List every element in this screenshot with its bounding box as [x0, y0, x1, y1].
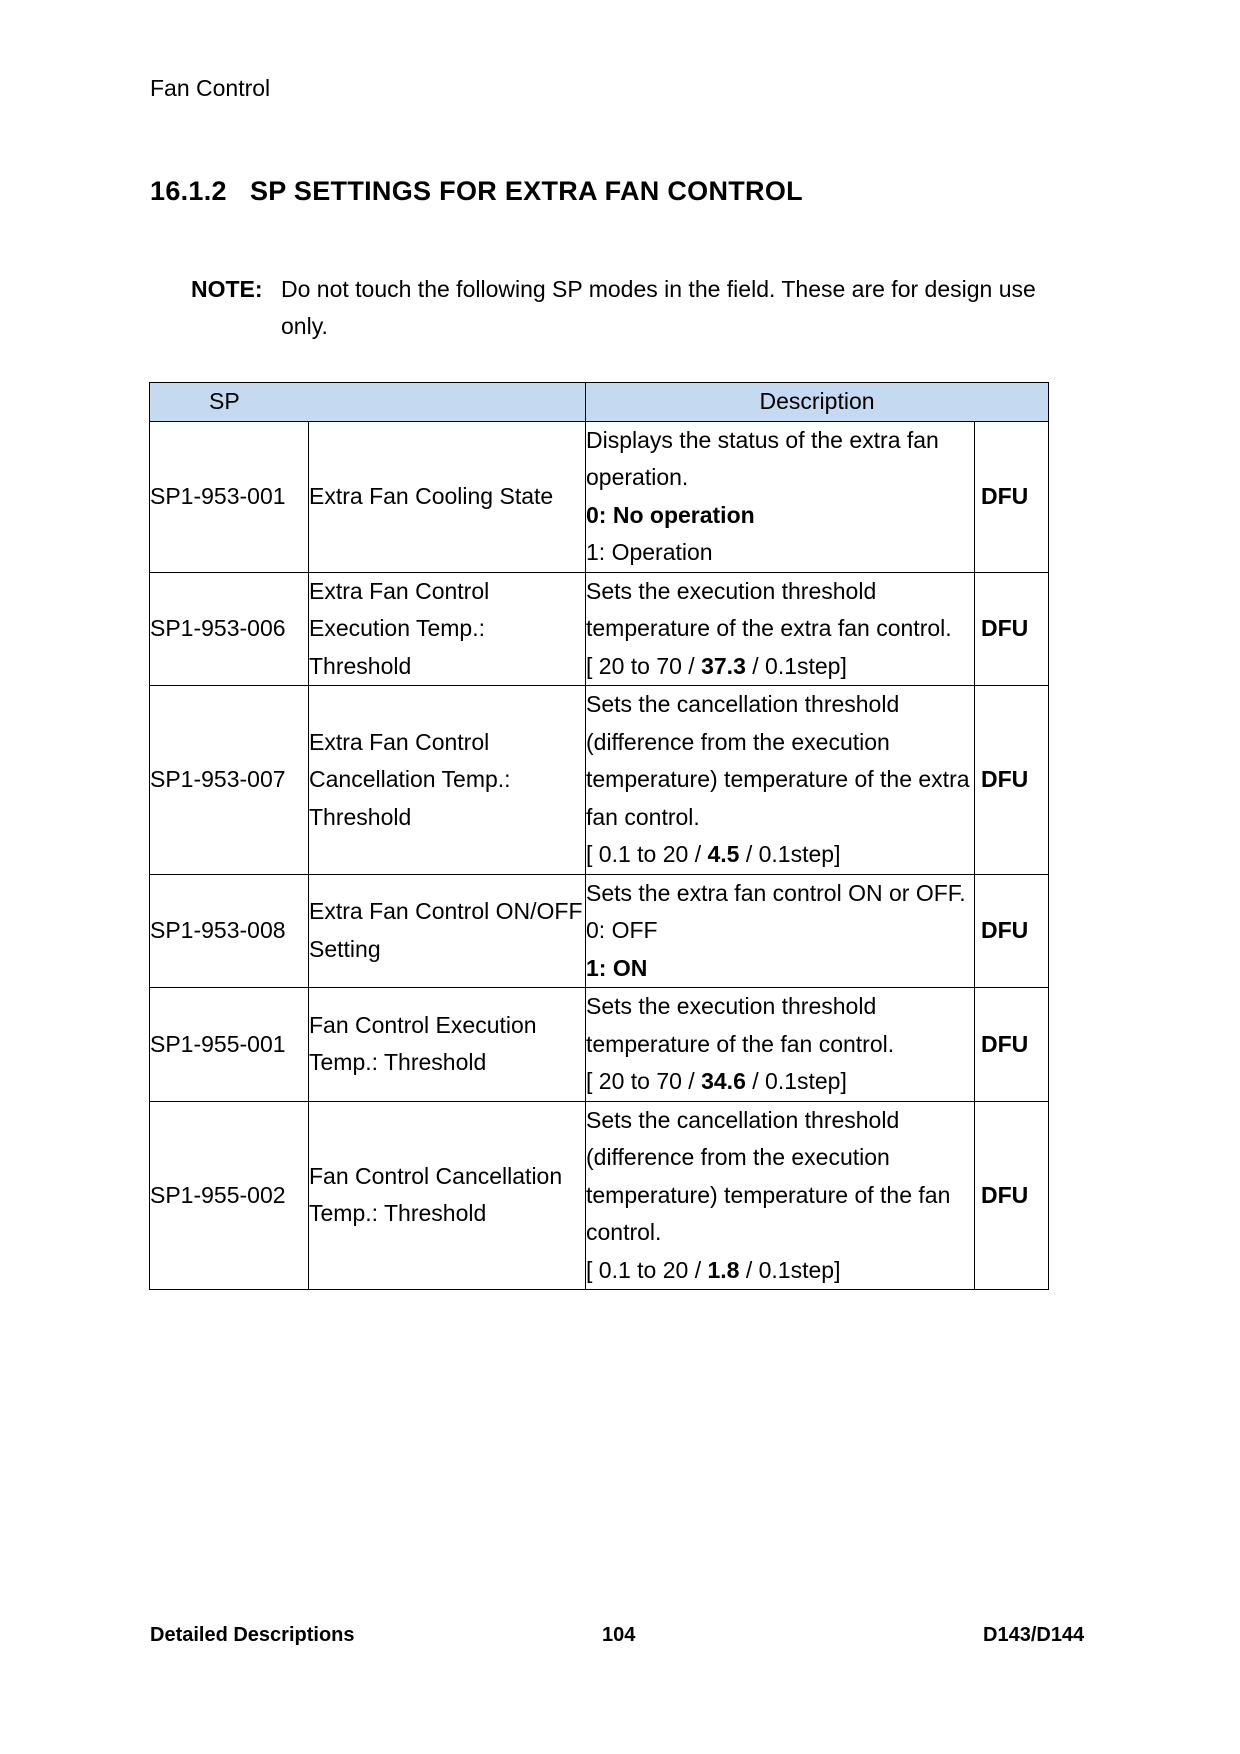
description-text-suffix: / 0.1step]	[739, 1256, 841, 1283]
description-line	[586, 648, 974, 686]
description-line	[586, 1102, 974, 1252]
description-line	[586, 497, 974, 535]
description-line	[586, 988, 974, 1063]
table-body	[150, 421, 1049, 1290]
description-line	[586, 1252, 974, 1290]
table-row	[150, 572, 1049, 686]
description-cell	[586, 1101, 975, 1290]
description-text: [ 20 to 70 /	[586, 652, 702, 679]
sp-code-cell: SP1-953-006	[150, 572, 309, 686]
description-text: [ 0.1 to 20 /	[586, 1256, 708, 1283]
note	[191, 271, 1071, 345]
sp-name-cell: Extra Fan Control ON/OFF Setting	[309, 874, 586, 988]
default-value: 4.5	[707, 841, 740, 867]
running-head: Fan Control	[150, 75, 271, 101]
sp-name-cell: Fan Control Execution Temp.: Threshold	[309, 988, 586, 1102]
description-cell	[586, 988, 975, 1102]
description-cell	[586, 686, 975, 875]
description-cell	[586, 421, 975, 572]
section-heading: SP SETTINGS FOR EXTRA FAN CONTROL	[250, 176, 803, 206]
description-text: [ 0.1 to 20 /	[586, 841, 708, 867]
sp-name-cell: Extra Fan Control Cancellation Temp.: Threshold	[309, 686, 586, 875]
column-header-sp: SP	[150, 383, 586, 422]
description-line	[586, 912, 974, 950]
dfu-flag-cell: DFU	[975, 421, 1049, 572]
description-text: Sets the execution threshold temperature of the extra fan control.	[586, 577, 952, 641]
description-line	[586, 573, 974, 648]
description-text: 1: Operation	[586, 539, 713, 565]
description-text: Sets the extra fan control ON or OFF.	[586, 879, 966, 906]
table-row	[150, 686, 1049, 875]
description-line	[586, 534, 974, 572]
footer-page-number: 104	[602, 1624, 636, 1646]
description-cell	[586, 874, 975, 988]
description-text-suffix: / 0.1step]	[739, 841, 841, 867]
sp-name-cell: Extra Fan Control Execution Temp.: Threshold	[309, 572, 586, 686]
sp-code-cell: SP1-953-007	[150, 686, 309, 875]
column-header-description: Description	[586, 383, 1049, 422]
dfu-flag-cell: DFU	[975, 874, 1049, 988]
description-line	[586, 875, 974, 913]
sp-code-cell: SP1-955-002	[150, 1101, 309, 1290]
footer-model-code: D143/D144	[983, 1624, 1085, 1646]
table-row	[150, 421, 1049, 572]
sp-code-cell: SP1-953-001	[150, 421, 309, 572]
table-row	[150, 988, 1049, 1102]
sp-code-cell: SP1-953-008	[150, 874, 309, 988]
description-line	[586, 686, 974, 836]
description-text: Sets the cancellation threshold (difference from the execution temperature) temperature of the fan control.	[586, 1106, 951, 1245]
sp-name-cell: Extra Fan Cooling State	[309, 421, 586, 572]
dfu-flag-cell: DFU	[975, 686, 1049, 875]
description-text: Displays the status of the extra fan operation.	[586, 426, 939, 490]
description-line	[586, 1063, 974, 1101]
description-text: Sets the execution threshold temperature of the fan control.	[586, 993, 895, 1057]
note-label: NOTE:	[191, 276, 263, 302]
section-title	[150, 176, 803, 207]
section-number: 16.1.2	[150, 176, 227, 206]
table-row	[150, 874, 1049, 988]
description-text: 0: OFF	[586, 917, 658, 943]
description-text: Sets the cancellation threshold (difference from the execution temperature) temperature of the extra fan control.	[586, 691, 970, 830]
dfu-flag-cell: DFU	[975, 988, 1049, 1102]
footer-section-name: Detailed Descriptions	[150, 1624, 355, 1646]
default-value: 1.8	[707, 1256, 740, 1283]
sp-code-cell: SP1-955-001	[150, 988, 309, 1102]
sp-name-cell: Fan Control Cancellation Temp.: Threshold	[309, 1101, 586, 1290]
default-value: 34.6	[701, 1068, 746, 1094]
sp-settings-table	[149, 382, 1049, 1290]
table-header-row	[150, 383, 1049, 422]
default-value: 0: No operation	[586, 501, 755, 528]
table-row	[150, 1101, 1049, 1290]
description-text-suffix: / 0.1step]	[745, 1068, 847, 1094]
description-line	[586, 422, 974, 497]
dfu-flag-cell: DFU	[975, 1101, 1049, 1290]
description-text-suffix: / 0.1step]	[745, 652, 847, 679]
description-line	[586, 836, 974, 874]
note-text: Do not touch the following SP modes in the field. These are for design use only.	[281, 276, 1036, 339]
dfu-flag-cell: DFU	[975, 572, 1049, 686]
description-text: [ 20 to 70 /	[586, 1068, 702, 1094]
default-value: 37.3	[701, 652, 746, 679]
description-line	[586, 950, 974, 988]
description-cell	[586, 572, 975, 686]
default-value: 1: ON	[586, 954, 648, 981]
